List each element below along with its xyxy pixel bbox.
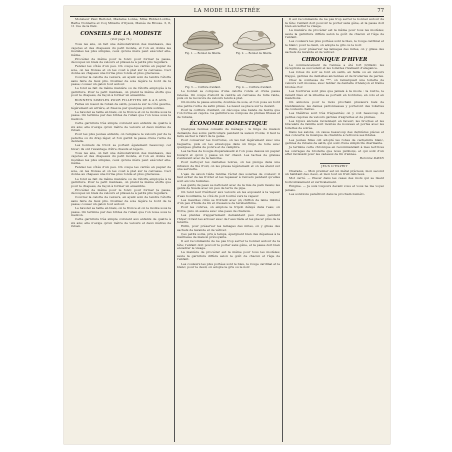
figure-hat-1 — [178, 26, 228, 55]
paragraph: Les bijoux anciens reviennent en faveur; les broches et les bracelets de famille sont montés de nouveau et portés avec les toilettes de soirée. — [285, 118, 384, 130]
paragraph: La manière de procéder est la même pour tous les modèles; seule la garniture diffère selon le goût de chacun et l'âge de l'enfant. — [177, 250, 280, 262]
paragraph: Les solutions paraîtront dans le prochain numéro. — [289, 191, 366, 196]
paragraph: Procédez de même pour le fond; pour former la passe, découpez un biais de velours et plissez-le à petits plis réguliers. — [71, 187, 171, 196]
paragraph: On annonce pour le mois prochain plusieurs bals de bienfaisance; les dames patronnesses y porteront des toilettes de couleurs claires. — [285, 100, 384, 112]
running-title: LA MODE ILLUSTRÉE — [193, 8, 261, 14]
paragraph: Les couleurs les plus portées sont le bleu, le rouge cardinal et le blanc; pour le deuil, on adopte le gris ou le noir. — [177, 261, 280, 269]
paragraph: Le fond se fait de même manière ou de l'étoffe employée à la garniture. Pour le petit manteau, on prend la même étoffe que pour le chapeau, de façon à former un ensemble. — [71, 176, 171, 188]
paragraph: Charade. — Mon premier est un métal précieux, mon second un habitant des cieux, et mon tout un fruit délicieux. — [285, 168, 384, 177]
subsection-heading: BONNETS SIMPLES POUR FILLETTES DE 4 A 6 ANS. — [74, 97, 168, 102]
paragraph: Le bonnet se compose d'une calotte ronde et d'une passe relevée. On coupe d'abord la calotte en carcasse de tulle raide, puis on la recouvre de velours tendu à plat. — [177, 90, 280, 100]
paragraph: Le bavolet se taille en biais, on le fronce et on le monte sous la passe. On termine par des brides de ruban que l'on noue sous le menton. — [71, 109, 171, 121]
paragraph: Faites un nœud de ruban de satin, posez-le sur le côté gauche, légèrement en arrière, et fixez-le par quelques points solides. — [71, 102, 171, 110]
paragraph: Je termine cette chronique en recommandant à mes lectrices les ouvrages de broderie que nous publions, et qui sont d'un effet ravissant pour les cadeaux de fin d'année. — [285, 145, 384, 157]
header-rule — [70, 16, 384, 17]
section-divider — [320, 163, 350, 164]
paragraph: Il est recommandé de ne pas trop serrer le bonnet autour de la tête; l'enfant doit pouvoir le porter sans gêne, et la passe doit bien encadrer le visage. — [285, 18, 384, 28]
column-divider — [174, 18, 175, 442]
figure-caption: Fig. 3. — Coiffure d'enfant. — [185, 86, 221, 89]
figure-hat-3 — [178, 58, 228, 89]
paragraph: Tous les ans, on fait une démonstration des manteaux, des capotes et des chapeaux du petit monde, et l'on en donne les modèles les plus simples, ceux qu'une mère peut exécuter elle-même. — [71, 42, 171, 57]
column-divider — [282, 18, 283, 442]
signature: Baronne DAVIN — [359, 156, 384, 161]
paragraph: Énigme. — Je suis toujours devant vous et vous ne me voyez jamais. — [285, 184, 384, 192]
section-title: CHRONIQUE D'HIVER — [301, 56, 368, 63]
figure-hat-2 — [228, 26, 280, 55]
paragraph: Les théâtres sont très fréquentés; on y voit beaucoup de petites capotes de velours garnies d'aigrettes et de plumes. — [285, 111, 384, 119]
paragraph: On rend leur fraîcheur aux velours en les exposant à la vapeur d'eau bouillante, le côté du poil tourné vers la vapeur. — [177, 190, 280, 198]
paragraph: Couvrez la calotte de velours, en ayant soin de tendre l'étoffe sans faire de faux plis. Doublez de soie légère le bord de la passe; cousez un galon tout autour. — [71, 195, 171, 207]
section-title: ÉCONOMIE DOMESTIQUE — [189, 121, 268, 128]
hat-illustration-icon — [231, 58, 277, 86]
paragraph: Les fourrures sont plus que jamais à la mode : la loutre, le renard bleu et la zibeline se portent en bordures, en cols et en manchons. — [285, 89, 384, 101]
paragraph: Mot carré. — Placer dans les cases des mots qui se lisent horizontalement et verticalement. — [285, 176, 384, 184]
hat-illustration-icon — [181, 26, 225, 52]
paragraph: Pour les plus jeunes enfants, on remplace le velours par de la peluche ou du drap léger, et l'on garnit la passe d'une ruche de dentelle. — [71, 132, 171, 144]
hat-illustration-icon — [231, 26, 277, 52]
paragraph: Tous les ans, on fait une démonstration des manteaux, des capotes et des chapeaux du petit monde, et l'on en donne les modèles les plus simples, ceux qu'une mère peut exécuter elle-même. — [71, 150, 171, 166]
paragraph: Le commencement de l'année a été fort brillant; les réceptions se succèdent et les toilettes rivalisent d'élégance. — [285, 62, 384, 71]
paragraph: Ces petits soins, pris à temps, épargnent bien des dépenses à la maîtresse de maison prévoyante. — [177, 231, 280, 240]
paragraph: Couvrez la calotte de velours, en ayant soin de tendre l'étoffe sans faire de faux plis. Doublez de soie légère le bord de la passe; cousez un galon tout autour. — [71, 75, 171, 87]
middle-column — [177, 90, 280, 442]
page-number: 77 — [377, 8, 384, 14]
paragraph: Les robes du soir se font en satin, en faille ou en velours frappé, garnies de dentelles anciennes et de broderies de perles. — [285, 70, 384, 78]
paragraph: Les jeunes filles ont adopté les robes de cachemire blanc, garnies de rubans de satin, qui sont d'une simplicité charmante. — [285, 137, 384, 146]
paragraph: Cette garniture très simple convient aux enfants de quatre à six ans; elle n'exige qu'un mètre de velours et deux mètres de ruban. — [71, 217, 171, 229]
magazine-page — [64, 6, 390, 444]
paragraph: Les taches de bougie disparaissent si l'on pose dessus un papier buvard et qu'on y passe un fer chaud. Les taches de graisse s'enlèvent avec de la benzine. — [177, 149, 280, 161]
left-column — [71, 18, 171, 442]
paragraph: Pour la coiffure d'enfant, on découpe une bande de feutre que l'on forme en capote. La garniture se compose de plumes frisées et de rubans. — [177, 107, 280, 119]
paragraph: Enfin, pour préserver les lainages des mites, on y glisse des sachets de lavande et de vétiver. — [285, 46, 384, 55]
paragraph: Les gants de peau se nettoient avec de la mie de pain rassis; les gants de Suède avec un peu de terre de pipe. — [177, 182, 280, 191]
paragraph: Procédez de même pour le fond; pour former la passe, découpez un biais de velours et plissez-le à petits plis réguliers. — [71, 56, 171, 65]
paragraph: Chez la comtesse de ***, on remarquait une toilette de velours vert mousse, avec tablier de dentelle d'Alençon et traîne brodée d'or. — [285, 77, 384, 89]
paragraph: Pour conserver les fourrures, on les bat légèrement avec une baguette, puis on les enveloppe dans un linge de toile avec quelques grains de poivre et de camphre. — [177, 138, 280, 150]
figure-caption: Fig. 4. — Coiffure d'enfant. — [236, 86, 272, 89]
paragraph: Les bonnets de tricot se portent également beaucoup cet hiver; ils ont l'avantage d'être chauds et légers. — [71, 143, 171, 151]
paragraph: Fendez les côtés d'un peu. On coupe les carrés en papier de soie, on les froisse et on les coud à plat sur la carcasse. Ceci donne au chapeau une forme plus ronde et plus gracieuse. — [71, 64, 171, 76]
right-column — [285, 18, 384, 442]
paragraph: Fendez les côtés d'un peu. On coupe les carrés en papier de soie, on les froisse et on les coud à plat sur la carcasse. Ceci donne au chapeau une forme plus ronde et plus gracieuse. — [71, 165, 171, 177]
paragraph: Cette garniture très simple convient aux enfants de quatre à six ans; elle n'exige qu'un mètre de velours et deux mètres de ruban. — [71, 121, 171, 133]
figure-caption: Fig. 1. — Bonnet de fillette. — [184, 52, 222, 55]
paragraph: Pour les cuivres, on emploie le tripoli délayé dans l'eau; on frotte, puis on essuie avec une peau de chamois. — [177, 205, 280, 213]
paragraph: La manière de procéder est la même pour tous les modèles; seule la garniture diffère selon le goût de chacun et l'âge de l'enfant. — [285, 28, 384, 40]
figure-hat-4 — [228, 58, 280, 89]
paragraph: Monsieur Paul Bériolet, Madame Lonne, Mme Ridder-Lordie, Barbe Nonnette et Coq Minaire d'Oyaux, Menée de Brosse. 3, 8, 11 rue de la Paix. — [71, 18, 171, 28]
section-title: CONSEILS DE LA MODISTE — [80, 30, 162, 37]
hat-illustration-icon — [181, 58, 225, 86]
section-subtitle: (Voir page 71.) — [110, 36, 132, 41]
paragraph: L'eau de savon tiède ranime l'éclat des soieries de couleur; il faut éviter de les frotter et les repasser à l'envers pendant qu'elles sont encore humides. — [177, 171, 280, 183]
paragraph: Les plantes d'appartement demandent peu d'eau pendant l'hiver; il faut les arroser avec de l'eau tiède et les placer près de la fenêtre. — [177, 213, 280, 225]
paragraph: Enfin, pour préserver les lainages des mites, on y glisse des sachets de lavande et de vétiver. — [177, 224, 280, 232]
paragraph: Dans les salons, on cause beaucoup des dernières pièces et des concerts; la musique de chambre a retrouvé ses fidèles. — [285, 129, 384, 138]
paragraph: Le bavolet se taille en biais, on le fronce et on le monte sous la passe. On termine par des brides de ruban que l'on noue sous le menton. — [71, 206, 171, 218]
paragraph: Les meubles cirés se frottent avec un chiffon de laine imbibé d'un peu d'huile de lin et d'essence de térébenthine. — [177, 197, 280, 206]
paragraph: On monte la passe ensuite, doublée de soie, et l'on pose au bord une petite ruche de satin plissé. Le nœud se place sur le devant. — [177, 100, 280, 108]
paragraph: Le fond se fait de même manière ou de l'étoffe employée à la garniture. Pour le petit manteau, on prend la même étoffe que pour le chapeau, de façon à former un ensemble. — [71, 86, 171, 98]
paragraph: Il est recommandé de ne pas trop serrer le bonnet autour de la tête; l'enfant doit pouvoir le porter sans gêne, et la passe doit bien encadrer le visage. — [177, 239, 280, 251]
paragraph: Pour nettoyer les dentelles noires, on les plonge dans une infusion de thé froid, on les presse légèrement et on les étend sur une serviette. — [177, 160, 280, 172]
paragraph: Quelques bonnes conseils de ménage : le linge de maison demande des soins particuliers pendant la saison froide; il faut le faire sécher à l'abri de la gelée. — [177, 127, 280, 139]
figure-caption: Fig. 2. — Bonnet de fillette. — [235, 52, 273, 55]
section-title: JEUX D'ESPRIT — [321, 164, 348, 169]
paragraph: Les couleurs les plus portées sont le bleu, le rouge cardinal et le blanc; pour le deuil, on adopte le gris ou le noir. — [285, 39, 384, 47]
